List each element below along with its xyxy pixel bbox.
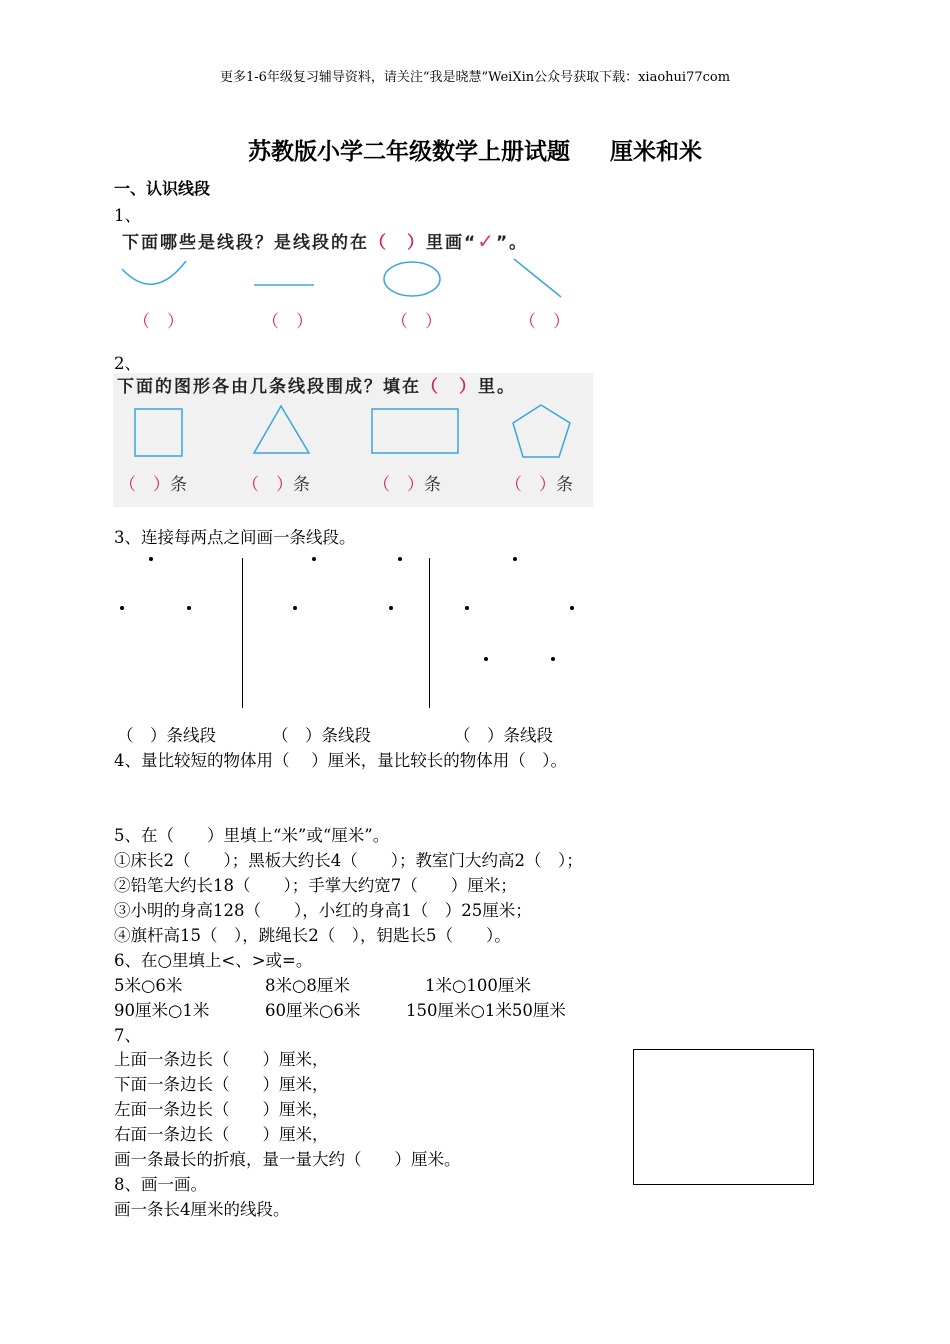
- q3-answer-2[interactable]: （ ）条线段: [272, 726, 371, 745]
- q2-shapes: [113, 400, 593, 464]
- q2-answer-3[interactable]: [373, 470, 441, 495]
- q1-prompt-b: 里画“: [426, 233, 478, 253]
- q2-answer-2-unit: 条: [293, 475, 310, 495]
- q1-prompt: [122, 228, 528, 253]
- q1-answer-4[interactable]: （ ）: [519, 312, 570, 332]
- q5-prompt: 5、在（ ）里填上“米”或“厘米”。: [114, 826, 390, 845]
- dot: [513, 557, 517, 561]
- q6-item-3: 1米○100厘米: [425, 976, 531, 995]
- q2-number: 2、: [114, 354, 141, 373]
- dot: [389, 606, 393, 610]
- q7-line-2: 下面一条边长（ ）厘米，: [114, 1075, 329, 1094]
- q2-answer-1-paren[interactable]: （ ）: [119, 475, 170, 495]
- q5-line-1: ①床长2（ ）；黑板大约长4（ ）；教室门大约高2（ ）；: [114, 851, 583, 870]
- q2-answer-2-paren[interactable]: （ ）: [242, 475, 293, 495]
- q1-answer-2[interactable]: （ ）: [262, 312, 313, 332]
- q5-line-3: ③小明的身高128（ ），小红的身高1（ ）25厘米；: [114, 901, 532, 920]
- q1-answer-1[interactable]: （ ）: [133, 312, 184, 332]
- q6-item-4: 90厘米○1米: [114, 1001, 210, 1020]
- q6-item-5: 60厘米○6米: [265, 1001, 361, 1020]
- dot: [120, 606, 124, 610]
- q1-answer-3[interactable]: （ ）: [391, 312, 442, 332]
- dot: [551, 657, 555, 661]
- q7-line-1: 上面一条边长（ ）厘米，: [114, 1050, 329, 1069]
- q8-heading: 8、画一画。: [114, 1175, 207, 1194]
- q7-line-4: 右面一条边长（ ）厘米，: [114, 1125, 329, 1144]
- dot: [570, 606, 574, 610]
- q2-answer-3-paren[interactable]: （ ）: [373, 475, 424, 495]
- q1-prompt-a: 下面哪些是线段？是线段的在: [122, 233, 369, 253]
- q1-prompt-c: ”。: [495, 233, 529, 253]
- q3-answer-3[interactable]: （ ）条线段: [454, 726, 553, 745]
- q3-answer-1[interactable]: （ ）条线段: [117, 726, 216, 745]
- q2-prompt-b: 里。: [478, 377, 516, 397]
- divider-line: [242, 558, 243, 708]
- q2-prompt-paren: （ ）: [421, 377, 478, 397]
- q2-answer-4-unit: 条: [556, 475, 573, 495]
- q7-number: 7、: [114, 1026, 141, 1045]
- q1-figures: [114, 255, 584, 305]
- q1-prompt-paren: （ ）: [369, 233, 426, 253]
- dot: [465, 606, 469, 610]
- section-heading: 一、认识线段: [114, 179, 211, 198]
- q7-rectangle: [633, 1049, 814, 1185]
- dot: [293, 606, 297, 610]
- rectangle-shape: [372, 409, 458, 453]
- page-title: [0, 133, 950, 166]
- q2-answer-3-unit: 条: [424, 475, 441, 495]
- q6-item-1: 5米○6米: [114, 976, 183, 995]
- dot: [398, 557, 402, 561]
- pentagon-shape: [513, 405, 570, 457]
- slanted-segment-figure: [514, 259, 561, 297]
- ellipse-figure: [384, 262, 440, 296]
- curve-figure: [122, 261, 186, 284]
- divider-line: [429, 558, 430, 708]
- q7-line-5: 画一条最长的折痕，量一量大约（ ）厘米。: [114, 1150, 461, 1169]
- title-sub: 厘米和米: [610, 138, 702, 165]
- q6-item-6: 150厘米○1米50厘米: [406, 1001, 566, 1020]
- q2-answer-2[interactable]: [242, 470, 310, 495]
- q6-prompt: 6、在○里填上<、>或=。: [114, 951, 313, 970]
- q2-prompt-a: 下面的图形各由几条线段围成？填在: [117, 377, 421, 397]
- q7-line-3: 左面一条边长（ ）厘米，: [114, 1100, 329, 1119]
- page-header: 更多1-6年级复习辅导资料，请关注“我是晓慧”WeiXin公众号获取下载：xiaohui77com: [219, 70, 731, 85]
- dot: [484, 657, 488, 661]
- q2-answer-4[interactable]: [505, 470, 573, 495]
- q6-item-2: 8米○8厘米: [265, 976, 350, 995]
- dot: [187, 606, 191, 610]
- check-icon: ✓: [477, 229, 496, 253]
- q5-line-4: ④旗杆高15（ ），跳绳长2（ ），钥匙长5（ ）。: [114, 926, 511, 945]
- q2-answer-4-paren[interactable]: （ ）: [505, 475, 556, 495]
- q3-prompt: 3、连接每两点之间画一条线段。: [114, 528, 356, 547]
- q8-text: 画一条长4厘米的线段。: [114, 1200, 290, 1219]
- q2-answer-1-unit: 条: [170, 475, 187, 495]
- q2-prompt: [117, 372, 516, 397]
- dot: [312, 557, 316, 561]
- title-main: 苏教版小学二年级数学上册试题: [248, 138, 570, 165]
- q2-answer-1[interactable]: [119, 470, 187, 495]
- q4-text: 4、量比较短的物体用（ ）厘米，量比较长的物体用（ ）。: [114, 751, 567, 770]
- q1-number: 1、: [114, 206, 141, 225]
- square-shape: [135, 409, 182, 456]
- q5-line-2: ②铅笔大约长18（ ）；手掌大约宽7（ ）厘米；: [114, 876, 517, 895]
- triangle-shape: [254, 406, 309, 453]
- dot: [149, 557, 153, 561]
